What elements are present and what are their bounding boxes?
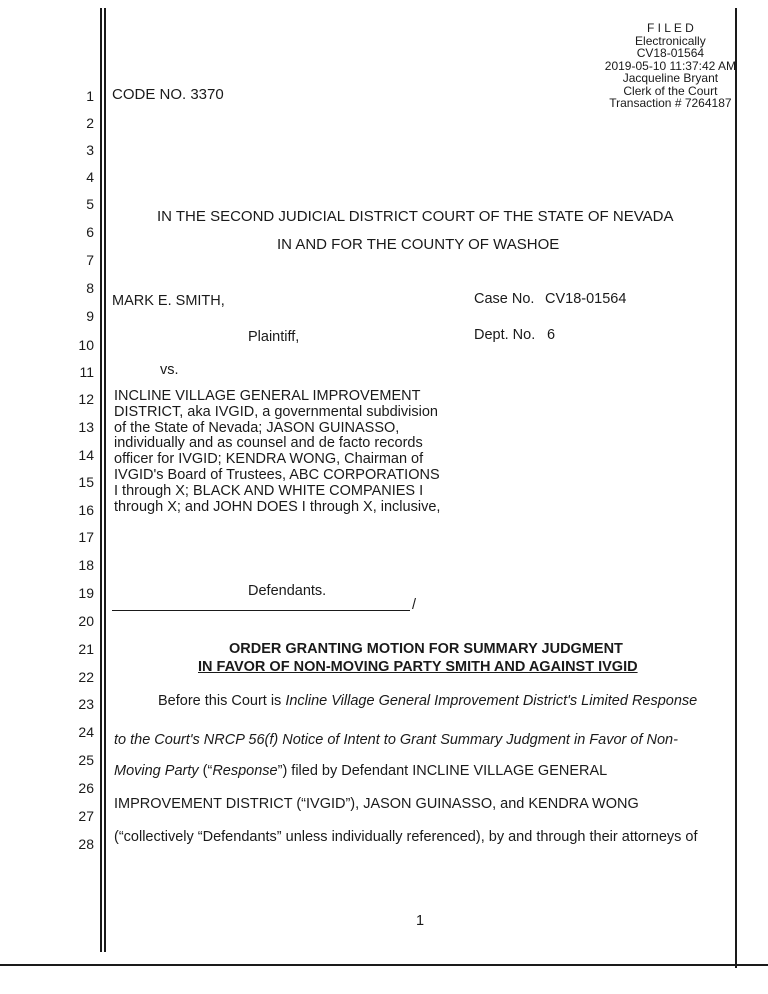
body-line-23-intro: Before this Court is [158, 693, 286, 709]
plaintiff-name: MARK E. SMITH, [112, 293, 225, 309]
court-heading-line2: IN AND FOR THE COUNTY OF WASHOE [277, 236, 560, 253]
line-number: 25 [78, 752, 94, 768]
line-number: 14 [78, 447, 94, 463]
line-number: 9 [86, 308, 94, 324]
line-number: 18 [78, 557, 94, 573]
line-number: 5 [86, 196, 94, 212]
line-number: 3 [86, 142, 94, 158]
order-title-line1: ORDER GRANTING MOTION FOR SUMMARY JUDGMENT [229, 641, 623, 657]
versus: vs. [160, 362, 179, 378]
line-number: 21 [78, 641, 94, 657]
line-number: 1 [86, 88, 94, 104]
body-line-25-response: Response [212, 763, 278, 779]
code-number: CODE NO. 3370 [112, 86, 224, 103]
order-title-line2: IN FAVOR OF NON-MOVING PARTY SMITH AND AGAINST IVGID [198, 659, 638, 675]
case-number-value: CV18-01564 [545, 291, 627, 307]
line-number: 4 [86, 169, 94, 185]
line-number: 6 [86, 224, 94, 240]
line-number: 26 [78, 780, 94, 796]
line-number: 15 [78, 474, 94, 490]
body-line-23 [158, 693, 697, 709]
page-number: 1 [416, 913, 425, 929]
filed-stamp-clerk-title: Clerk of the Court [623, 83, 718, 98]
filed-stamp-method: Electronically [635, 33, 706, 48]
right-margin-rule [735, 8, 737, 968]
body-line-25 [114, 763, 607, 779]
dept-number-label: Dept. No. [474, 327, 536, 343]
plaintiff-label: Plaintiff, [248, 329, 300, 345]
line-number: 12 [78, 391, 94, 407]
dept-number-value: 6 [547, 327, 556, 343]
court-heading-line1: IN THE SECOND JUDICIAL DISTRICT COURT OF THE STATE OF NEVADA [157, 208, 674, 225]
left-margin-rule-2 [104, 8, 106, 952]
body-line-25-rest: ”) filed by Defendant INCLINE VILLAGE GENERAL [277, 763, 608, 779]
body-line-26: IMPROVEMENT DISTRICT (“IVGID”), JASON GUINASSO, and KENDRA WONG [114, 796, 639, 812]
body-line-23-title: Incline Village General Improvement District's Limited Response [285, 693, 698, 709]
line-number: 7 [86, 252, 94, 268]
filed-stamp-transaction: Transaction # 7264187 [609, 96, 732, 110]
line-number: 23 [78, 696, 94, 712]
body-line-25-title: Moving Party [114, 763, 199, 779]
line-number: 13 [78, 419, 94, 435]
line-number: 10 [78, 337, 94, 353]
defendants-label: Defendants. [248, 583, 327, 599]
caption-slash: / [412, 597, 417, 613]
line-number: 8 [86, 280, 94, 296]
filed-stamp-case: CV18-01564 [636, 46, 705, 60]
defendants-caption: INCLINE VILLAGE GENERAL IMPROVEMENT DISTRICT, aka IVGID, a governmental subdivision of the State of Nevada; JASON GUINASSO, individually and as counsel and de facto records officer for IVGID; KENDRA WONG, Chairman of IVGID's Board of Trustees, ABC CORPORATIONS I through X; BLACK AND WHITE COMPANIES I through X; and JOHN DOES I through X, inclusive, [114, 388, 441, 515]
line-number: 16 [78, 502, 94, 518]
line-number: 27 [78, 808, 94, 824]
body-line-24-title: to the Court's NRCP 56(f) Notice of Intent to Grant Summary Judgment in Favor of Non- [114, 732, 678, 748]
filed-stamp-title: F I L E D [646, 21, 694, 35]
filed-stamp-clerk-name: Jacqueline Bryant [622, 71, 719, 85]
line-number: 22 [78, 669, 94, 685]
line-number: 19 [78, 585, 94, 601]
filed-stamp-datetime: 2019-05-10 11:37:42 AM [604, 58, 736, 73]
line-number: 20 [78, 613, 94, 629]
body-line-24 [114, 732, 678, 748]
filed-stamp [605, 22, 736, 110]
left-margin-rule-1 [100, 8, 102, 952]
body-line-27: (“collectively “Defendants” unless individually referenced), by and through their attorneys of [114, 829, 698, 845]
line-number: 24 [78, 724, 94, 740]
bottom-edge-line [0, 964, 768, 966]
case-number-label: Case No. [474, 291, 535, 307]
line-number: 28 [78, 836, 94, 852]
caption-closing-line [112, 610, 410, 611]
line-number: 2 [86, 115, 94, 131]
line-number: 11 [79, 364, 94, 380]
line-number: 17 [78, 529, 94, 545]
body-line-25-open: (“ [198, 763, 213, 779]
